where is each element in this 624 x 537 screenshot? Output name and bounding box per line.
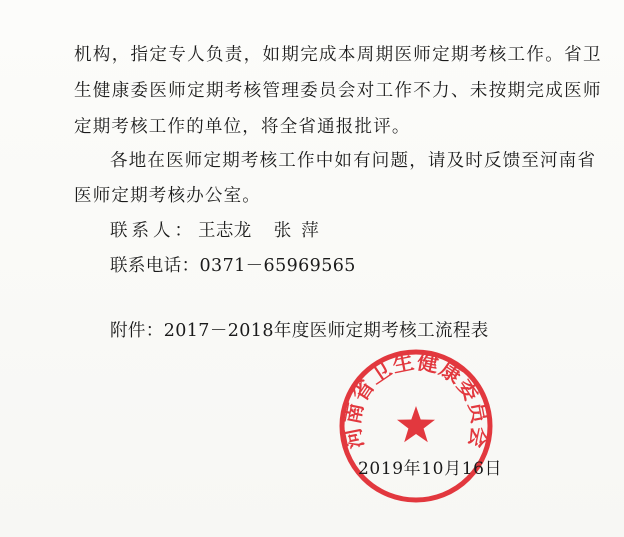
paragraph2-line2: 医师定期考核办公室。 — [74, 186, 261, 206]
phone-number: 0371－65969565 — [199, 256, 356, 276]
document-date: 2019年10月16日 — [358, 459, 503, 479]
attachment-title: 2017－2018年度医师定期考核工流程表 — [163, 321, 489, 341]
svg-text:河南省卫生健康委员会: 河南省卫生健康委员会 — [339, 348, 493, 451]
paragraph1-line3: 定期考核工作的单位，将全省通报批评。 — [74, 117, 411, 137]
official-seal-icon — [336, 346, 496, 506]
paragraph1-line2: 生健康委医师定期考核管理委员会对工作不力、未按期完成医师 — [74, 81, 602, 101]
paragraph1-line1: 机构，指定专人负责，如期完成本周期医师定期考核工作。省卫 — [74, 45, 602, 65]
contact-phone-line — [110, 255, 356, 277]
attachment-label: 附件： — [110, 321, 164, 341]
attachment-line — [110, 320, 489, 342]
paragraph2-line1: 各地在医师定期考核工作中如有问题，请及时反馈至河南省 — [110, 151, 597, 171]
phone-label: 联系电话： — [110, 256, 200, 276]
contact-person-line — [110, 220, 329, 242]
contact-name-2: 张萍 — [273, 221, 329, 241]
contact-label: 联系人： — [110, 221, 196, 241]
contact-name-1: 王志龙 — [198, 221, 252, 241]
